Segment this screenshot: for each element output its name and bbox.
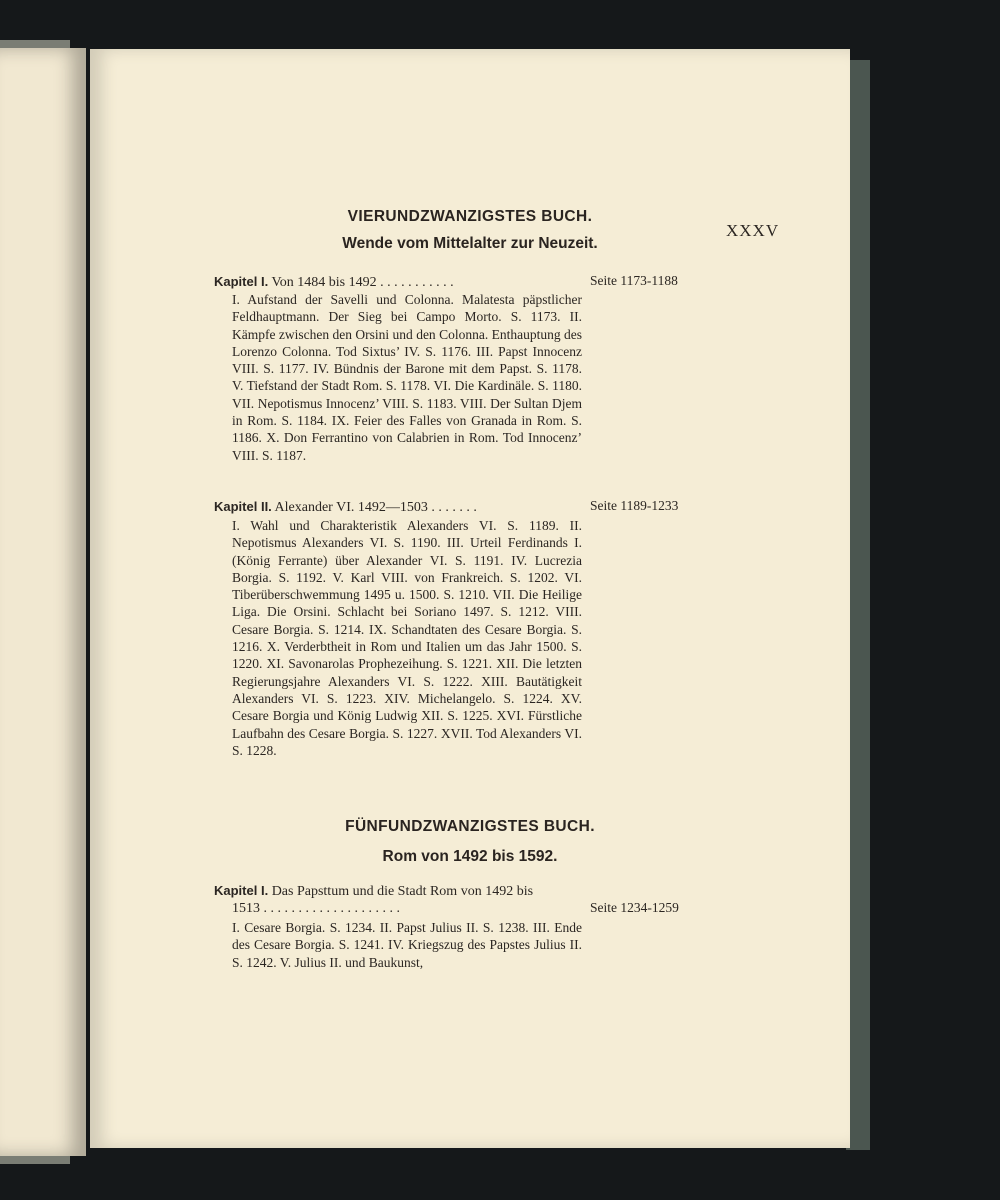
chapter-title: Alexander VI. 1492—1503 . . . . . . . [274, 500, 477, 515]
book-25-chapter-1-heading [214, 882, 684, 900]
book-25-chapter-1-heading-line-2: 1513 . . . . . . . . . . . . . . . . . . . . [232, 901, 400, 916]
book-24-chapter-2-pages: Seite 1189-1233 [590, 498, 679, 513]
book-24-subtitle: Wende vom Mittelalter zur Neuzeit. [342, 235, 598, 252]
left-page-edge [0, 48, 86, 1156]
chapter-title-line-1: Das Papsttum und die Stadt Rom von 1492 bis [271, 884, 534, 899]
book-24-title: VIERUNDZWANZIGSTES BUCH. [347, 208, 593, 225]
book-page [90, 49, 850, 1148]
book-24-chapter-2-summary: I. Wahl und Charakteristik Alexanders VI. S. 1189. II. Nepotismus Alexanders VI. S. 1190. III. Urteil Ferdinands I. (König Ferrante) über Alexander VI. S. 1191. IV. Lucrezia Borgia. S. 1192. V. Karl VIII. von Frankreich. S. 1202. VI. Tiberüberschwemmung 1495 u. 1500. S. 1210. VII. Die Heilige Liga. Die Orsini. Schlacht bei Soriano 1497. S. 1212. VIII. Cesare Borgia. S. 1214. IX. Schandtaten des Cesare Borgia. S. 1216. X. Verderbtheit in Rom und Italien um das Jahr 1500. S. 1220. XI. Savonarolas Prophezeihung. S. 1221. XII. Die letzten Regierungsjahre Alexanders VI. S. 1222. XIII. Bautätigkeit Alexanders VI. S. 1223. XIV. Michelangelo. S. 1224. XV. Cesare Borgia und König Ludwig XII. S. 1225. XVI. Fürstliche Laufbahn des Cesare Borgia. S. 1227. XVII. Tod Alexanders VI. S. 1228. [232, 518, 582, 758]
page-number: XXXV [726, 221, 780, 240]
book-25-chapter-1-pages: Seite 1234-1259 [590, 900, 679, 915]
book-24-chapter-1-summary: I. Aufstand der Savelli und Colonna. Malatesta päpstlicher Feldhauptmann. Der Sieg bei Campo Morto. S. 1173. II. Kämpfe zwischen den Orsini und den Colonna. Enthauptung des Lorenzo Colonna. Tod Sixtus’ IV. S. 1176. III. Papst Innocenz VIII. S. 1177. IV. Bündnis der Barone mit dem Papst. S. 1178. V. Tiefstand der Stadt Rom. S. 1178. VI. Die Kardinäle. S. 1180. VII. Nepotismus Innocenz’ VIII. S. 1183. VIII. Der Sultan Djem in Rom. S. 1184. IX. Feier des Falles von Granada in Rom. S. 1186. X. Don Ferrantino von Calabrien in Rom. Tod Innocenz’ VIII. S. 1187. [232, 292, 582, 463]
chapter-label: Kapitel I. [214, 274, 269, 289]
book-25-title: FÜNFUNDZWANZIGSTES BUCH. [345, 818, 595, 835]
book-25-subtitle: Rom von 1492 bis 1592. [382, 848, 558, 865]
chapter-title: Von 1484 bis 1492 . . . . . . . . . . . [271, 275, 454, 290]
book-24-chapter-1-pages: Seite 1173-1188 [590, 273, 678, 288]
book-25-chapter-1-summary: I. Cesare Borgia. S. 1234. II. Papst Julius II. S. 1238. III. Ende des Cesare Borgia. S. 1241. IV. Kriegszug des Papstes Julius II. S. 1242. V. Julius II. und Baukunst, [232, 920, 582, 970]
chapter-label: Kapitel II. [214, 499, 272, 514]
chapter-label: Kapitel I. [214, 883, 269, 898]
